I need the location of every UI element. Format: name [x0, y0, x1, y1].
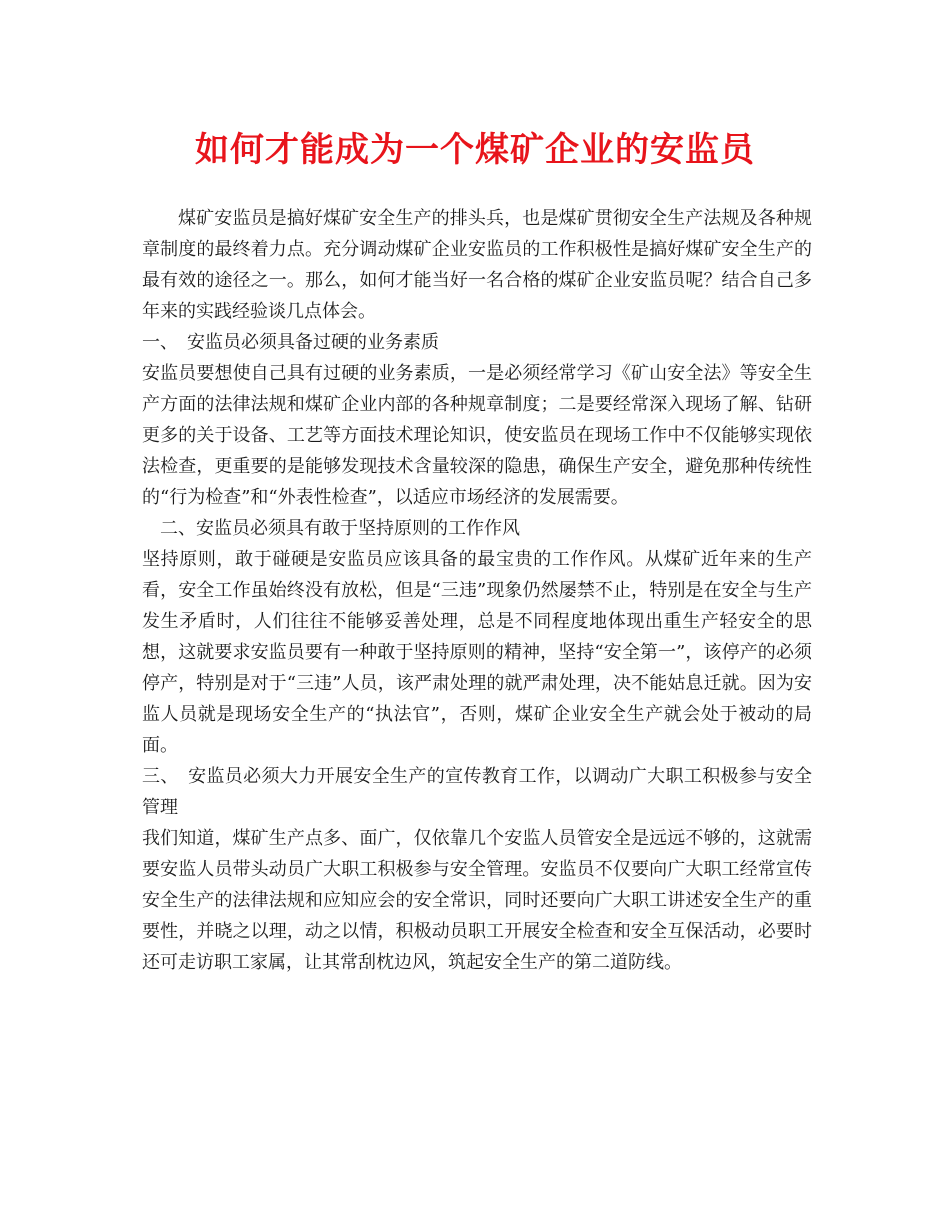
document-body [142, 203, 812, 978]
section-3-heading: 三、 安监员必须大力开展安全生产的宣传教育工作，以调动广大职工积极参与安全管理 [142, 766, 812, 818]
section-1-body: 安监员要想使自己具有过硬的业务素质，一是必须经常学习《矿山安全法》等安全生产方面的法律法规和煤矿企业内部的各种规章制度；二是要经常深入现场了解、钻研更多的关于设备、工艺等方面技术理论知识，使安监员在现场工作中不仅能够实现依法检查，更重要的是能够发现技术含量较深的隐患，确保生产安全，避免那种传统性的“行为检查”和“外表性检查”，以适应市场经济的发展需要。 [142, 363, 812, 508]
section-2-body: 坚持原则，敢于碰硬是安监员应该具备的最宝贵的工作作风。从煤矿近年来的生产看，安全工作虽始终没有放松，但是“三违”现象仍然屡禁不止，特别是在安全与生产发生矛盾时，人们往往不能够妥善处理，总是不同程度地体现出重生产轻安全的思想，这就要求安监员要有一种敢于坚持原则的精神，坚持“安全第一”，该停产的必须停产，特别是对于“三违”人员，该严肃处理的就严肃处理，决不能姑息迁就。因为安监人员就是现场安全生产的“执法官”，否则，煤矿企业安全生产就会处于被动的局面。 [142, 549, 812, 756]
document-title: 如何才能成为一个煤矿企业的安监员 [195, 130, 755, 170]
intro-paragraph: 煤矿安监员是搞好煤矿安全生产的排头兵，也是煤矿贯彻安全生产法规及各种规章制度的最终着力点。充分调动煤矿企业安监员的工作积极性是搞好煤矿安全生产的最有效的途径之一。那么，如何才能当好一名合格的煤矿企业安监员呢？结合自己多年来的实践经验谈几点体会。 [142, 208, 812, 322]
section-1-heading: 一、 安监员必须具备过硬的业务素质 [142, 332, 439, 353]
section-2-heading: 二、安监员必须具有敢于坚持原则的工作作风 [160, 518, 520, 539]
section-3-body: 我们知道，煤矿生产点多、面广，仅依靠几个安监人员管安全是远远不够的，这就需要安监人员带头动员广大职工积极参与安全管理。安监员不仅要向广大职工经常宣传安全生产的法律法规和应知应会的安全常识，同时还要向广大职工讲述安全生产的重要性，并晓之以理，动之以情，积极动员职工开展安全检查和安全互保活动，必要时还可走访职工家属，让其常刮枕边风，筑起安全生产的第二道防线。 [142, 828, 812, 973]
